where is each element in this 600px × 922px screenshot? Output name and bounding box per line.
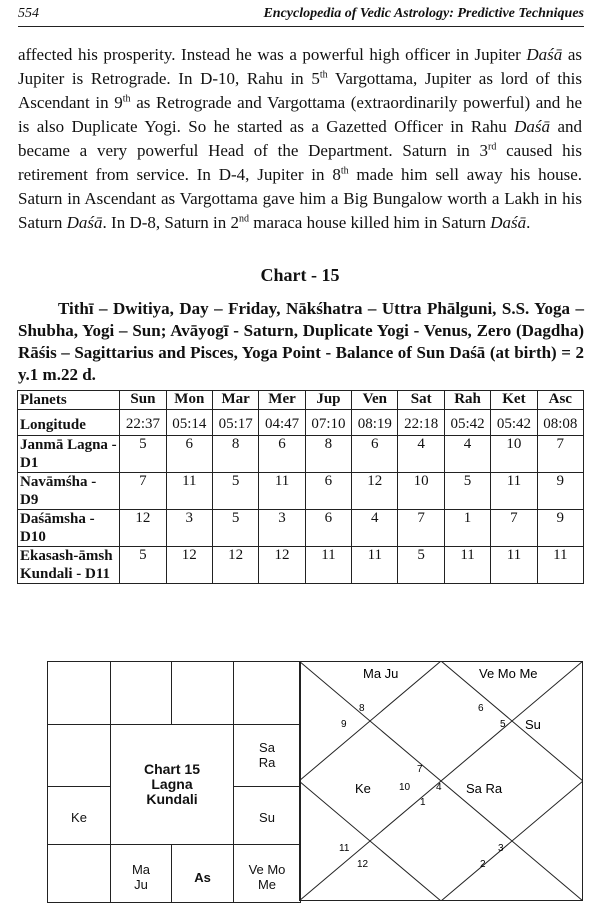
- table-cell: 11: [491, 473, 537, 510]
- table-cell: 8: [305, 436, 351, 473]
- table-cell: 11: [352, 547, 398, 584]
- column-header: Mer: [259, 391, 305, 410]
- house-cell-as: As: [194, 870, 211, 885]
- body-paragraph: affected his prosperity. Instead he was a powerful high officer in Jupiter Daśā as Jupiter is Retrograde. In D-10, Rahu in 5th Vargottama, Jupiter as lord of this Ascendant in 9th as Retrograde and Vargottama (extraordinarily powerful) and he is also Duplicate Yogi. So he started as a Gazetted Officer in Rahu Daśā and became a very powerful Head of the Department. Saturn in 3rd caused his retirement from service. In D-4, Jupiter in 8th made him sell away his house. Saturn in Ascendant as Vargottama gave him a Big Bungalow worth a Lakh in his Saturn Daśā. In D-8, Saturn in 2nd maraca house killed him in Saturn Daśā.: [18, 45, 583, 232]
- table-cell: 6: [166, 436, 212, 473]
- table-cell: 11: [537, 547, 583, 584]
- table-cell: 05:17: [212, 410, 258, 436]
- page-number: 554: [18, 6, 39, 21]
- table-cell: 5: [212, 473, 258, 510]
- table-row: [18, 436, 584, 473]
- house-number: 1: [420, 797, 426, 808]
- house-number: 11: [339, 843, 350, 854]
- table-cell: 9: [537, 473, 583, 510]
- table-cell: 12: [120, 510, 166, 547]
- column-header: Jup: [305, 391, 351, 410]
- running-title: Encyclopedia of Vedic Astrology: Predictive Techniques: [263, 6, 584, 21]
- table-cell: 11: [259, 473, 305, 510]
- planet-table: [17, 390, 584, 584]
- table-cell: 12: [212, 547, 258, 584]
- row-label: Navāmśha - D9: [18, 473, 120, 510]
- table-cell: 12: [352, 473, 398, 510]
- table-cell: 22:37: [120, 410, 166, 436]
- table-cell: 11: [166, 473, 212, 510]
- table-cell: 22:18: [398, 410, 444, 436]
- house-number: 7: [417, 764, 423, 775]
- table-cell: 3: [166, 510, 212, 547]
- table-cell: 7: [537, 436, 583, 473]
- table-cell: 11: [444, 547, 490, 584]
- table-cell: 05:14: [166, 410, 212, 436]
- table-cell: 9: [537, 510, 583, 547]
- house-cell-su: Su: [259, 810, 275, 825]
- table-cell: 11: [305, 547, 351, 584]
- table-row: [18, 473, 584, 510]
- table-header-row: [18, 391, 584, 410]
- north-indian-chart: [299, 661, 583, 901]
- house-cell-ma-ju: Ma Ju: [131, 862, 151, 892]
- column-header: Asc: [537, 391, 583, 410]
- planets-ma-ju: Ma Ju: [363, 666, 399, 681]
- row-label: Ekasash-āmsh Kundali - D11: [18, 547, 120, 584]
- table-cell: 7: [120, 473, 166, 510]
- table-row: [18, 510, 584, 547]
- south-indian-lagna-chart: [47, 661, 301, 903]
- house-number: 8: [359, 703, 365, 714]
- table-row: [18, 410, 584, 436]
- column-header: Mon: [166, 391, 212, 410]
- planet-ke: Ke: [355, 781, 371, 796]
- table-cell: 4: [352, 510, 398, 547]
- table-cell: 4: [398, 436, 444, 473]
- column-header: Sun: [120, 391, 166, 410]
- table-row: [18, 547, 584, 584]
- table-cell: 4: [444, 436, 490, 473]
- table-cell: 10: [491, 436, 537, 473]
- table-cell: 7: [491, 510, 537, 547]
- table-cell: 08:08: [537, 410, 583, 436]
- house-number: 10: [399, 782, 411, 793]
- column-header: Rah: [444, 391, 490, 410]
- table-cell: 6: [259, 436, 305, 473]
- table-cell: 5: [444, 473, 490, 510]
- planets-sa-ra: Sa Ra: [466, 781, 503, 796]
- row-label: Janmā Lagna - D1: [18, 436, 120, 473]
- table-cell: 6: [305, 510, 351, 547]
- column-header: Mar: [212, 391, 258, 410]
- table-cell: 04:47: [259, 410, 305, 436]
- house-number: 4: [436, 782, 442, 793]
- table-cell: 3: [259, 510, 305, 547]
- chart-center-title: Chart 15 Lagna Kundali: [143, 761, 201, 807]
- table-cell: 8: [212, 436, 258, 473]
- row-label: Longitude: [18, 410, 120, 436]
- column-header: Ket: [491, 391, 537, 410]
- planets-ve-mo-me: Ve Mo Me: [479, 666, 538, 681]
- house-cell-ke: Ke: [71, 810, 87, 825]
- house-number: 2: [480, 859, 486, 870]
- table-cell: 10: [398, 473, 444, 510]
- house-number: 6: [478, 703, 484, 714]
- house-number: 5: [500, 719, 506, 730]
- table-cell: 7: [398, 510, 444, 547]
- house-number: 3: [498, 843, 504, 854]
- row-label: Daśāmsha - D10: [18, 510, 120, 547]
- planet-su: Su: [525, 717, 541, 732]
- table-cell: 07:10: [305, 410, 351, 436]
- table-cell: 5: [120, 436, 166, 473]
- chart-heading: Chart - 15: [260, 265, 340, 285]
- table-cell: 5: [120, 547, 166, 584]
- table-cell: 08:19: [352, 410, 398, 436]
- house-number: 12: [357, 859, 369, 870]
- house-cell-ve-mo-me: Ve Mo Me: [248, 862, 286, 892]
- house-number: 9: [341, 719, 347, 730]
- header-label: Planets: [18, 391, 120, 410]
- chart-info: Tithī – Dwitiya, Day – Friday, Nākśhatra – Uttra Phālguni, S.S. Yoga – Shubha, Yogi – Sun; Avāyogī - Saturn, Duplicate Yogi - Venus, Zero (Dagdha) Rāśis – Sagittarius and Pisces, Yoga Point - Balance of Sun Daśā (at birth) = 2 y.1 m.22 d.: [18, 299, 584, 384]
- table-cell: 1: [444, 510, 490, 547]
- table-cell: 5: [398, 547, 444, 584]
- table-cell: 6: [352, 436, 398, 473]
- page-header: [18, 4, 584, 27]
- table-cell: 5: [212, 510, 258, 547]
- column-header: Ven: [352, 391, 398, 410]
- table-cell: 12: [259, 547, 305, 584]
- table-cell: 11: [491, 547, 537, 584]
- column-header: Sat: [398, 391, 444, 410]
- table-cell: 05:42: [444, 410, 490, 436]
- table-cell: 12: [166, 547, 212, 584]
- house-cell-sa-ra: Sa Ra: [258, 740, 276, 770]
- table-cell: 05:42: [491, 410, 537, 436]
- table-cell: 6: [305, 473, 351, 510]
